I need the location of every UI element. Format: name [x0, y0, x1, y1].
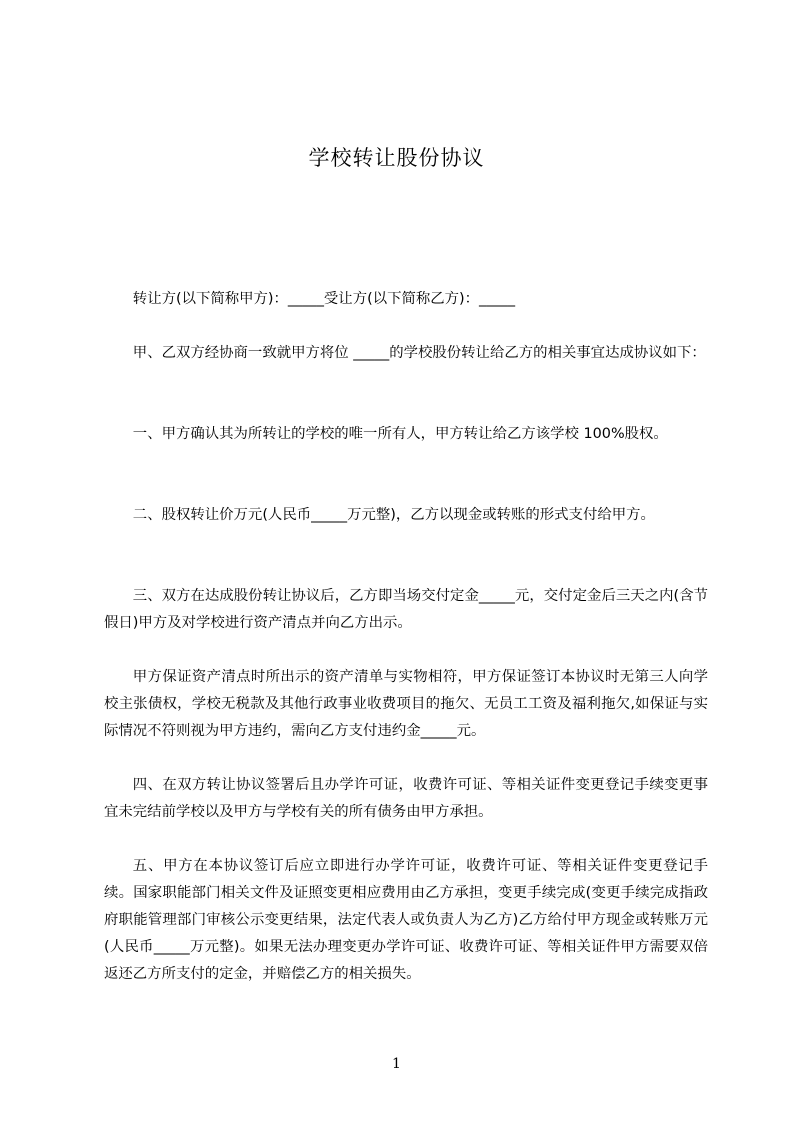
page-number: 1 — [392, 1056, 401, 1072]
document-title: 学校转让股份协议 — [308, 146, 485, 170]
clause-5-paragraph: 五、甲方在本协议签订后应立即进行办学许可证，收费许可证、等相关证件变更登记手续。国家职能部门相关文件及证照变更相应费用由乙方承担，变更手续完成(变更手续完成指政府职能管理部门审核公示变更结果，法定代表人或负责人为乙方)乙方给付甲方现金或转账万元(人民币_____万元整)。如果无法办理变更办学许可证、收费许可证、等相关证件甲方需要双倍返还乙方所支付的定金，并赔偿乙方的相关损失。 — [104, 858, 708, 982]
guarantee-paragraph: 甲方保证资产清点时所出示的资产清单与实物相符，甲方保证签订本协议时无第三人向学校主张债权，学校无税款及其他行政事业收费项目的拖欠、无员工工资及福利拖欠,如保证与实际情况不符则视为甲方违约，需向乙方支付违约金_____元。 — [104, 669, 708, 739]
clause-3-paragraph: 三、双方在达成股份转让协议后，乙方即当场交付定金_____元，交付定金后三天之内(含节假日)甲方及对学校进行资产清点并向乙方出示。 — [104, 588, 708, 631]
parties-paragraph: 转让方(以下简称甲方)：_____受让方(以下简称乙方)：_____ — [132, 291, 516, 307]
intro-paragraph: 甲、乙双方经协商一致就甲方将位 _____的学校股份转让给乙方的相关事宜达成协议如下： — [132, 345, 706, 361]
clause-1-paragraph: 一、甲方确认其为所转让的学校的唯一所有人，甲方转让给乙方该学校 100%股权。 — [132, 426, 668, 442]
clause-4-paragraph: 四、在双方转让协议签署后且办学许可证，收费许可证、等相关证件变更登记手续变更事宜未完结前学校以及甲方与学校有关的所有债务由甲方承担。 — [104, 777, 708, 820]
clause-2-paragraph: 二、股权转让价万元(人民币_____万元整)，乙方以现金或转账的形式支付给甲方。 — [132, 507, 655, 523]
